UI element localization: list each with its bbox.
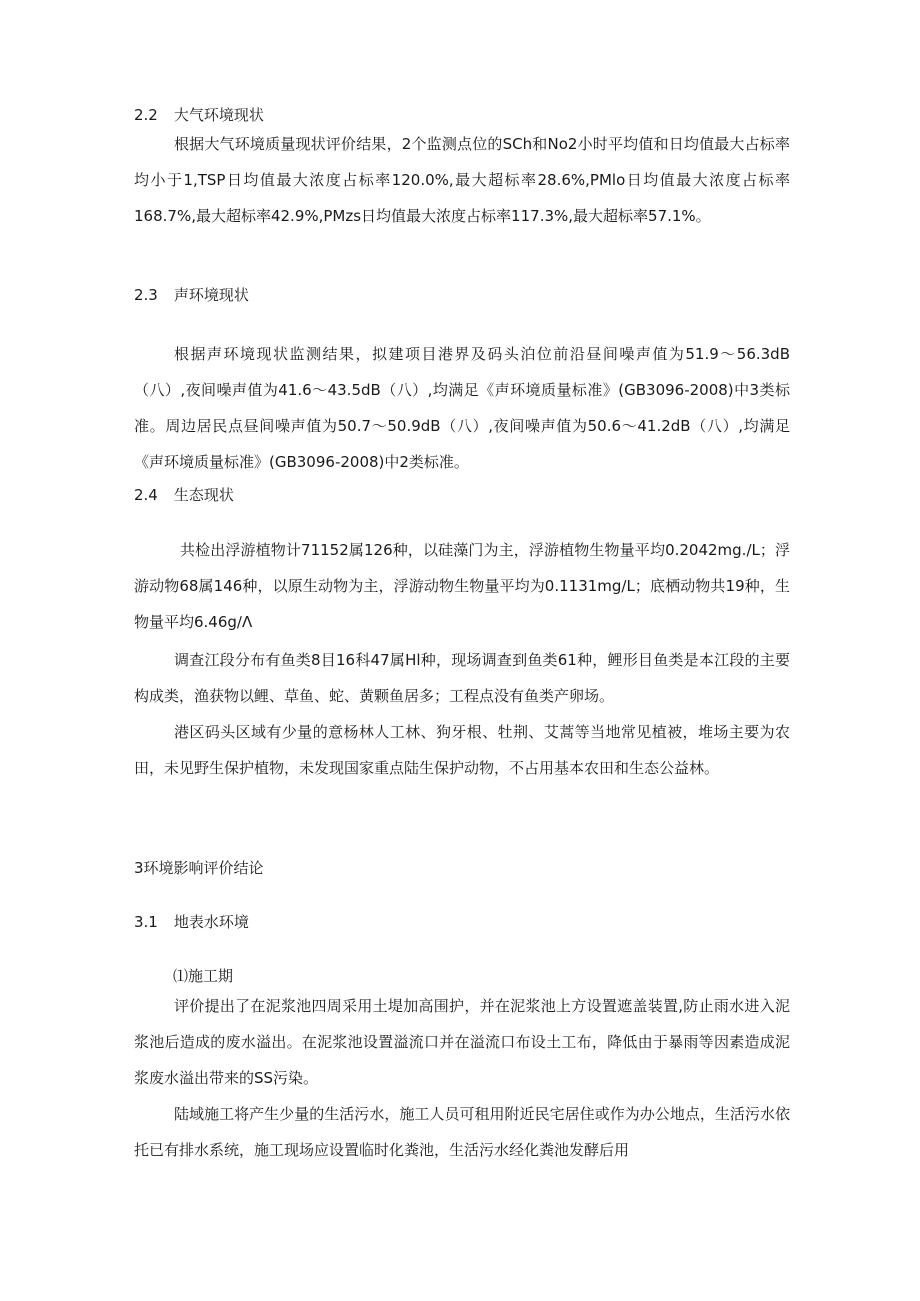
section-2-4-paragraph-vegetation: 港区码头区域有少量的意杨林人工林、狗牙根、牡荆、艾蒿等当地常见植被，堆场主要为农田，未见野生保护植物，未发现国家重点陆生保护动物，不占用基本农田和生态公益林。 xyxy=(134,723,790,777)
section-3-1-paragraph-mud-pond: 评价提出了在泥浆池四周采用土堤加高围护，并在泥浆池上方设置遮盖装置,防止雨水进入泥浆池后造成的废水溢出。在泥浆池设置溢流口并在溢流口布设土工布，降低由于暴雨等因素造成泥浆废水溢出带来的SS污染。 xyxy=(134,997,790,1087)
section-title: 地表水环境 xyxy=(173,913,249,931)
section-2-4-heading xyxy=(134,484,234,506)
section-number: 2.2 xyxy=(134,106,158,124)
section-2-3-paragraph: 根据声环境现状监测结果，拟建项目港界及码头泊位前沿昼间噪声值为51.9～56.3dB（八）,夜间噪声值为41.6～43.5dB（八）,均满足《声环境质量标准》(GB3096-2008)中3类标准。周边居民点昼间噪声值为50.7～50.9dB（八）,夜间噪声值为50.6～41.2dB（八）,均满足《声环境质量标准》(GB3096-2008)中2类标准。 xyxy=(134,345,790,471)
section-2-2-paragraph: 根据大气环境质量现状评价结果，2个监测点位的SCh和No2小时平均值和日均值最大占标率均小于1,TSP日均值最大浓度占标率120.0%,最大超标率28.6%,PMlo日均值最大浓度占标率168.7%,最大超标率42.9%,PMzs日均值最大浓度占标率117.3%,最大超标率57.1%。 xyxy=(134,135,790,225)
section-2-3-heading xyxy=(134,284,249,306)
section-title: 大气环境现状 xyxy=(173,106,264,124)
section-title: 生态现状 xyxy=(173,486,234,504)
section-2-4-paragraph-plankton: 共检出浮游植物计71152属126种，以硅藻门为主，浮游植物生物量平均0.2042mg./L；浮游动物68属146种，以原生动物为主，浮游动物生物量平均为0.1131mg∕L；底栖动物共19种，生物量平均6.46g∕Λ xyxy=(134,541,790,631)
section-number: 3.1 xyxy=(134,913,158,931)
section-title: 3环境影响评价结论 xyxy=(134,859,264,877)
section-3-1-heading xyxy=(134,911,249,933)
construction-period-subheading: ⑴施工期 xyxy=(173,967,234,985)
section-2-4-paragraph-fish: 调查江段分布有鱼类8目16科47属Hl种，现场调查到鱼类61种，鲤形目鱼类是本江段的主要构成类，渔获物以鲤、草鱼、蛇、黄颗鱼居多；工程点没有鱼类产卵场。 xyxy=(134,651,790,705)
section-title: 声环境现状 xyxy=(173,286,249,304)
section-3-1-paragraph-domestic-sewage: 陆域施工将产生少量的生活污水，施工人员可租用附近民宅居住或作为办公地点，生活污水依托已有排水系统，施工现场应设置临时化粪池，生活污水经化粪池发酵后用 xyxy=(134,1105,790,1159)
section-3-heading xyxy=(134,857,264,879)
section-number: 2.3 xyxy=(134,286,158,304)
section-2-2-heading xyxy=(134,104,264,126)
section-number: 2.4 xyxy=(134,486,158,504)
